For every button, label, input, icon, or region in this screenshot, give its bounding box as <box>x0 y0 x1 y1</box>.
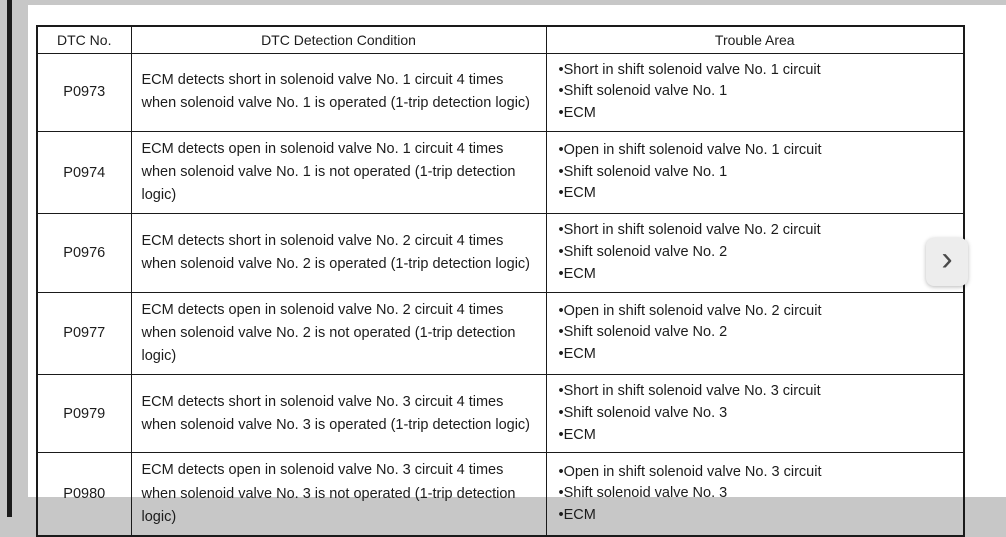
detection-condition-text: ECM detects short in solenoid valve No. 2 circuit 4 times when solenoid valve No. 2 is operated (1-trip detection logic) <box>141 232 530 272</box>
detection-condition-cell <box>131 53 546 131</box>
trouble-area-cell <box>546 292 964 375</box>
dtc-code: P0977 <box>37 292 131 375</box>
trouble-item: • Short in shift solenoid valve No. 1 circuit <box>557 60 954 82</box>
header-detection-condition: DTC Detection Condition <box>131 26 546 53</box>
detection-condition-cell <box>131 453 546 536</box>
detection-condition-cell <box>131 131 546 214</box>
trouble-area-cell <box>546 453 964 536</box>
trouble-item: • ECM <box>557 425 954 447</box>
detection-condition-cell <box>131 375 546 453</box>
dtc-code: P0974 <box>37 131 131 214</box>
detection-condition-cell <box>131 214 546 292</box>
detection-condition-text: ECM detects short in solenoid valve No. 1 circuit 4 times when solenoid valve No. 1 is operated (1-trip detection logic) <box>141 71 530 112</box>
dtc-code: P0980 <box>37 453 131 536</box>
chevron-right-icon: › <box>941 240 953 278</box>
trouble-item: • Shift solenoid valve No. 1 <box>557 162 954 184</box>
trouble-item: • ECM <box>557 183 954 205</box>
table-row <box>37 131 964 214</box>
trouble-list <box>557 60 954 125</box>
detection-condition-cell <box>131 292 546 375</box>
trouble-list <box>557 140 954 205</box>
detection-condition-text: ECM detects open in solenoid valve No. 2 circuit 4 times when solenoid valve No. 2 is not operated (1-trip detection logic) <box>141 301 516 364</box>
table-row <box>37 53 964 131</box>
table-row <box>37 375 964 453</box>
dtc-code: P0973 <box>37 53 131 131</box>
trouble-area-cell <box>546 375 964 453</box>
trouble-item: • ECM <box>557 264 954 286</box>
trouble-item: • ECM <box>557 344 954 366</box>
trouble-list <box>557 381 954 446</box>
detection-condition-text: ECM detects short in solenoid valve No. 3 circuit 4 times when solenoid valve No. 3 is operated (1-trip detection logic) <box>141 393 530 433</box>
trouble-item: • Open in shift solenoid valve No. 3 circuit <box>557 462 954 484</box>
trouble-area-cell <box>546 214 964 292</box>
trouble-item: • Shift solenoid valve No. 1 <box>557 81 954 103</box>
dtc-code: P0976 <box>37 214 131 292</box>
table-header-row <box>37 26 964 53</box>
trouble-item: • ECM <box>557 103 954 125</box>
table-row <box>37 292 964 375</box>
trouble-area-cell <box>546 131 964 214</box>
dtc-code: P0979 <box>37 375 131 453</box>
next-page-button[interactable] <box>926 238 968 286</box>
trouble-item: • Short in shift solenoid valve No. 3 circuit <box>557 381 954 403</box>
header-trouble-area: Trouble Area <box>546 26 964 53</box>
table-row <box>37 214 964 292</box>
trouble-item: • ECM <box>557 505 954 527</box>
header-dtc-no: DTC No. <box>37 26 131 53</box>
window-left-edge <box>7 0 12 517</box>
document-page <box>28 5 1006 525</box>
trouble-item: • Short in shift solenoid valve No. 2 circuit <box>557 220 954 242</box>
trouble-list <box>557 301 954 366</box>
detection-condition-text: ECM detects open in solenoid valve No. 1 circuit 4 times when solenoid valve No. 1 is not operated (1-trip detection logic) <box>141 140 516 204</box>
trouble-item: • Shift solenoid valve No. 3 <box>557 403 954 425</box>
trouble-item: • Shift solenoid valve No. 2 <box>557 322 954 344</box>
trouble-item: • Open in shift solenoid valve No. 1 circuit <box>557 140 954 162</box>
trouble-list <box>557 220 954 285</box>
trouble-item: • Open in shift solenoid valve No. 2 circuit <box>557 301 954 323</box>
trouble-item: • Shift solenoid valve No. 3 <box>557 483 954 505</box>
table-row <box>37 453 964 536</box>
detection-condition-text: ECM detects open in solenoid valve No. 3 circuit 4 times when solenoid valve No. 3 is not operated (1-trip detection logic) <box>141 462 516 525</box>
trouble-area-cell <box>546 53 964 131</box>
dtc-table <box>36 25 965 537</box>
trouble-item: • Shift solenoid valve No. 2 <box>557 242 954 264</box>
